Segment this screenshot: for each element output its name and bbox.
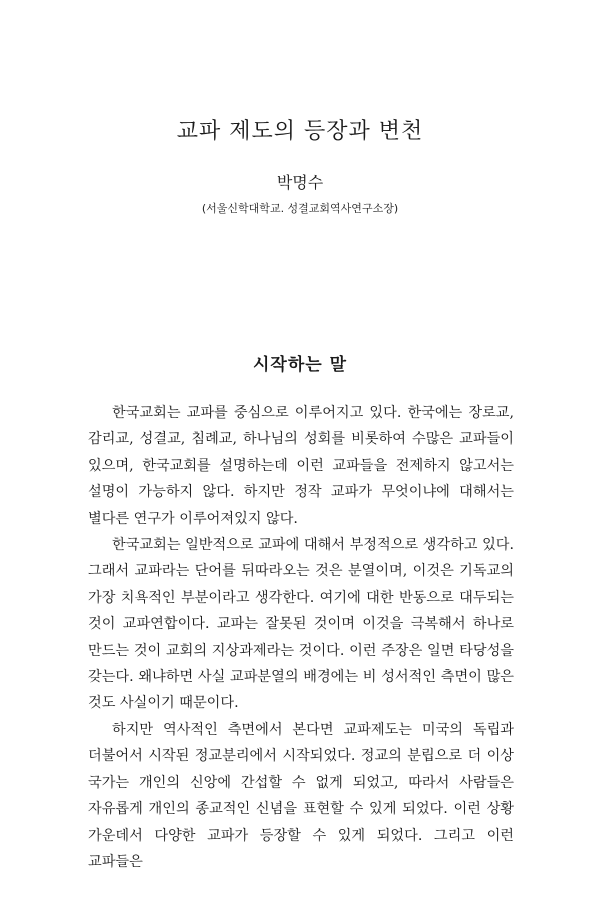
paragraph-2: 한국교회는 일반적으로 교파에 대해서 부정적으로 생각하고 있다. 그래서 교파라는 단어를 뒤따라오는 것은 분열이며, 이것은 기독교의 가장 치욕적인 부분이라고 생각한다. 여기에 대한 반동으로 대두되는 것이 교파연합이다. 교파는 잘못된 것이며 이것을 극복해서 하나로 만드는 것이 교회의 지상과제라는 것이다. 이런 주장은 일면 타당성을 갖는다. 왜냐하면 사실 교파분열의 배경에는 비 성서적인 측면이 많은 것도 사실이기 때문이다.	[88, 537, 514, 712]
paragraph-1: 한국교회는 교파를 중심으로 이루어지고 있다. 한국에는 장로교, 감리교, 성결교, 침례교, 하나님의 성회를 비롯하여 수많은 교파들이 있으며, 한국교회를 설명하는데 이런 교파들을 전제하지 않고서는 설명이 가능하지 않다. 하지만 정작 교파가 무엇이냐에 대해서는 별다른 연구가 이루어져있지 않다.	[88, 405, 514, 527]
paragraph-3: 하지만 역사적인 측면에서 본다면 교파제도는 미국의 독립과 더불어서 시작된 정교분리에서 시작되었다. 정교의 분립으로 더 이상 국가는 개인의 신앙에 간섭할 수 없게 되었고, 따라서 사람들은 자유롭게 개인의 종교적인 신념을 표현할 수 있게 되었다. 이런 상황 가운데서 다양한 교파가 등장할 수 있게 되었다. 그리고 이런 교파들은	[88, 721, 514, 870]
body-text	[88, 400, 514, 875]
section-heading: 시작하는 말	[252, 355, 348, 375]
author-affiliation: (서울신학대학교. 성결교회역사연구소장)	[201, 202, 399, 215]
author-name: 박명수	[276, 173, 324, 192]
article-title: 교파 제도의 등장과 변천	[176, 119, 424, 144]
